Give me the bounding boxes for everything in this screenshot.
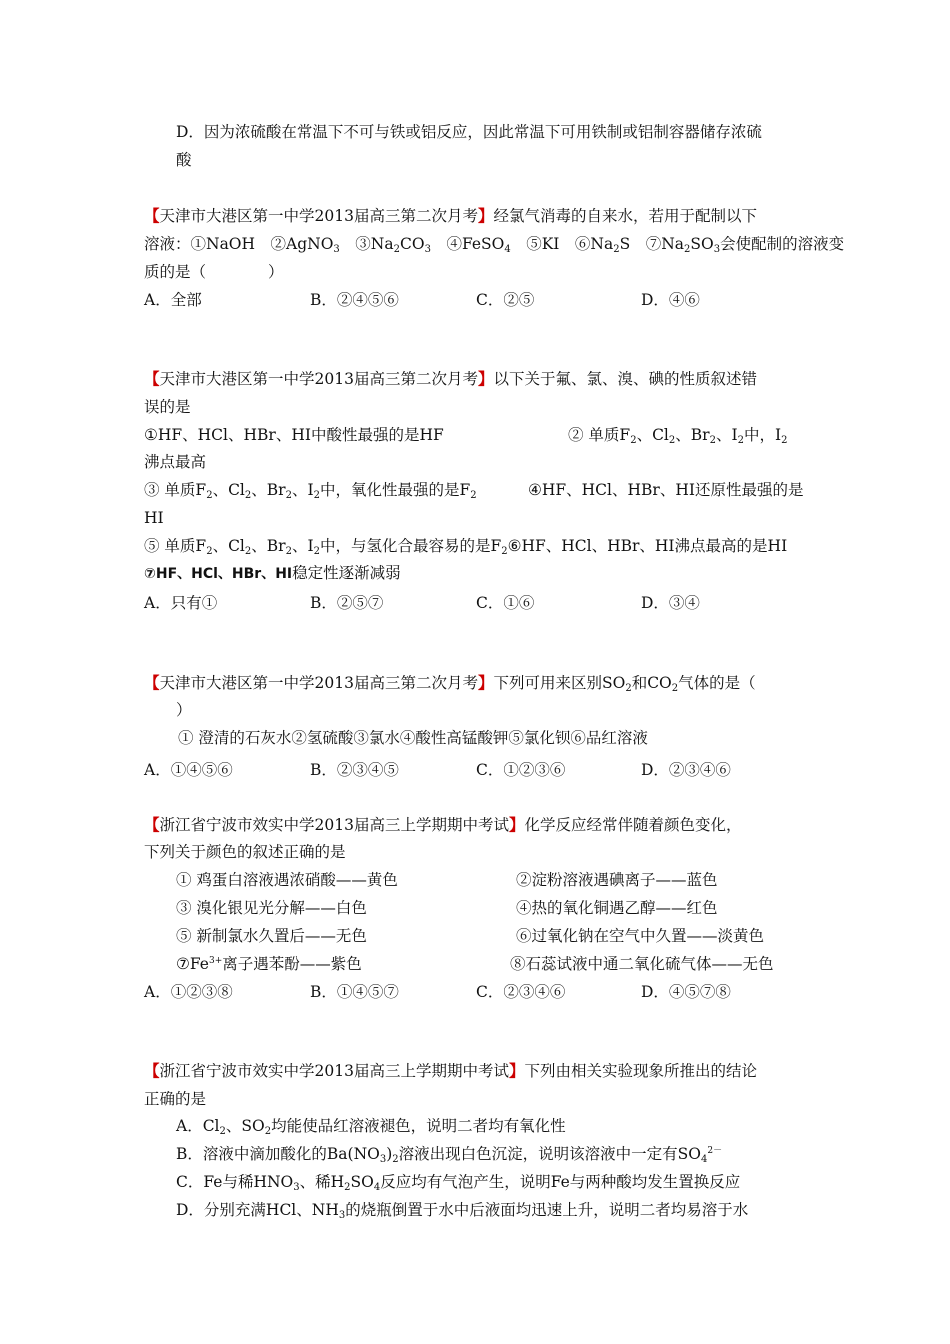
q2-statement-2: ② 单质$F_2$、$Cl_2$、$Br_2$、$I_2$中，$I_2$ <box>568 426 788 446</box>
q2-stem-line1: 【天津市大港区第一中学2013届高三第二次月考】以下关于氟、氯、溴、碘的性质叙述错 <box>144 369 757 388</box>
q4-stem-line1: 【浙江省宁波市效实中学2013届高三上学期期中考试】化学反应经常伴随着颜色变化， <box>144 815 742 834</box>
q4-option-b: B．①④⑤⑦ <box>310 983 399 1001</box>
q1-stem-line2: 溶液：①NaOH ②AgNO$_3$ $③Na_2CO_3$ ④FeSO$_4$ ⑤KI $⑥Na_2S$ $⑦Na_2SO_3$会使配制的溶液变 <box>144 235 845 255</box>
q3-option-d: D．②③④⑥ <box>641 761 731 779</box>
q4-source: 【浙江省宁波市效实中学2013届高三上学期期中考试】 <box>144 815 525 834</box>
q1-stem-line1: 【天津市大港区第一中学2013届高三第二次月考】经氯气消毒的自来水，若用于配制以下 <box>144 206 757 225</box>
q2-statement-5-6: ⑤ 单质$F_2$、$Cl_2$、$Br_2$、$I_2$中，与氢化合最容易的是$F_2⑥HF$、HCl、HBr、HI沸点最高的是HI <box>144 537 788 557</box>
q1-option-a: A．全部 <box>144 291 202 309</box>
q5-option-b: B．溶液中滴加酸化的$Ba(NO_3)_2$溶液出现白色沉淀，说明该溶液中一定有$SO_4^{2-}$ <box>176 1145 723 1165</box>
q4-item-7: $⑦Fe^{3+}$离子遇苯酚——紫色 <box>176 955 362 973</box>
q2-statement-2-cont: 沸点最高 <box>144 453 207 471</box>
q0-option-d-line1: D．因为浓硫酸在常温下不可与铁或铝反应，因此常温下可用铁制或铝制容器储存浓硫 <box>176 123 762 141</box>
q5-option-a: A．$Cl_2$、$SO_2$均能使品红溶液褪色，说明二者均有氧化性 <box>176 1117 566 1137</box>
q4-item-8: ⑧石蕊试液中通二氧化硫气体——无色 <box>510 955 774 973</box>
q2-source: 【天津市大港区第一中学2013届高三第二次月考】 <box>144 369 494 388</box>
q2-statement-7: ⑦HF、HCl、HBr、HI稳定性逐渐减弱 <box>144 564 401 582</box>
q3-option-a: A．①④⑤⑥ <box>144 761 233 779</box>
q2-statement-3: ③ 单质$F_2$、$Cl_2$、$Br_2$、$I_2$中，氧化性最强的是$F_2$ <box>144 481 477 501</box>
q2-stem-line2: 误的是 <box>144 398 191 416</box>
q3-items: ① 澄清的石灰水②氢硫酸③氯水④酸性高锰酸钾⑤氯化钡⑥品红溶液 <box>178 729 648 747</box>
q1-option-d: D．④⑥ <box>641 291 700 309</box>
q4-item-6: ⑥过氧化钠在空气中久置——淡黄色 <box>516 927 765 945</box>
q5-source: 【浙江省宁波市效实中学2013届高三上学期期中考试】 <box>144 1061 525 1080</box>
q2-option-d: D．③④ <box>641 594 700 612</box>
q4-option-a: A．①②③⑧ <box>144 983 233 1001</box>
q4-item-1: ① 鸡蛋白溶液遇浓硝酸——黄色 <box>176 871 398 889</box>
q2-option-b: B．②⑤⑦ <box>310 594 384 612</box>
q5-stem-line1: 【浙江省宁波市效实中学2013届高三上学期期中考试】下列由相关实验现象所推出的结论 <box>144 1061 757 1080</box>
q0-option-d-line2: 酸 <box>176 151 192 169</box>
q3-stem-line2: ） <box>176 701 192 719</box>
q1-source: 【天津市大港区第一中学2013届高三第二次月考】 <box>144 206 494 225</box>
q4-item-5: ⑤ 新制氯水久置后——无色 <box>176 927 367 945</box>
q4-option-c: C．②③④⑥ <box>476 983 566 1001</box>
q2-statement-4-cont: HI <box>144 509 164 527</box>
q4-option-d: D．④⑤⑦⑧ <box>641 983 731 1001</box>
q3-stem-line1: 【天津市大港区第一中学2013届高三第二次月考】下列可用来区别$SO_2$和$CO_2$气体的是（ <box>144 673 756 694</box>
q2-statement-4: ④HF、HCl、HBr、HI还原性最强的是 <box>528 481 804 499</box>
q4-stem-line2: 下列关于颜色的叙述正确的是 <box>144 843 346 861</box>
q1-stem-line3: 质的是（ ） <box>144 263 284 281</box>
q5-stem-line2: 正确的是 <box>144 1090 207 1108</box>
q5-option-c: C．Fe与稀$HNO_3$、稀$H_2SO_4$反应均有气泡产生，说明Fe与两种酸均发生置换反应 <box>176 1173 741 1193</box>
q5-option-d: D．分别充满HCl、$NH_3$的烧瓶倒置于水中后液面均迅速上升，说明二者均易溶于水 <box>176 1201 749 1221</box>
q2-statement-1: ①HF、HCl、HBr、HI中酸性最强的是HF <box>144 426 444 444</box>
q3-option-b: B．②③④⑤ <box>310 761 399 779</box>
q2-option-c: C．①⑥ <box>476 594 535 612</box>
q2-option-a: A．只有① <box>144 594 218 612</box>
q3-option-c: C．①②③⑥ <box>476 761 566 779</box>
q1-option-b: B．②④⑤⑥ <box>310 291 399 309</box>
q4-item-4: ④热的氧化铜遇乙醇——红色 <box>516 899 718 917</box>
q3-source: 【天津市大港区第一中学2013届高三第二次月考】 <box>144 673 494 692</box>
q1-option-c: C．②⑤ <box>476 291 535 309</box>
q4-item-2: ②淀粉溶液遇碘离子——蓝色 <box>516 871 718 889</box>
q4-item-3: ③ 溴化银见光分解——白色 <box>176 899 367 917</box>
